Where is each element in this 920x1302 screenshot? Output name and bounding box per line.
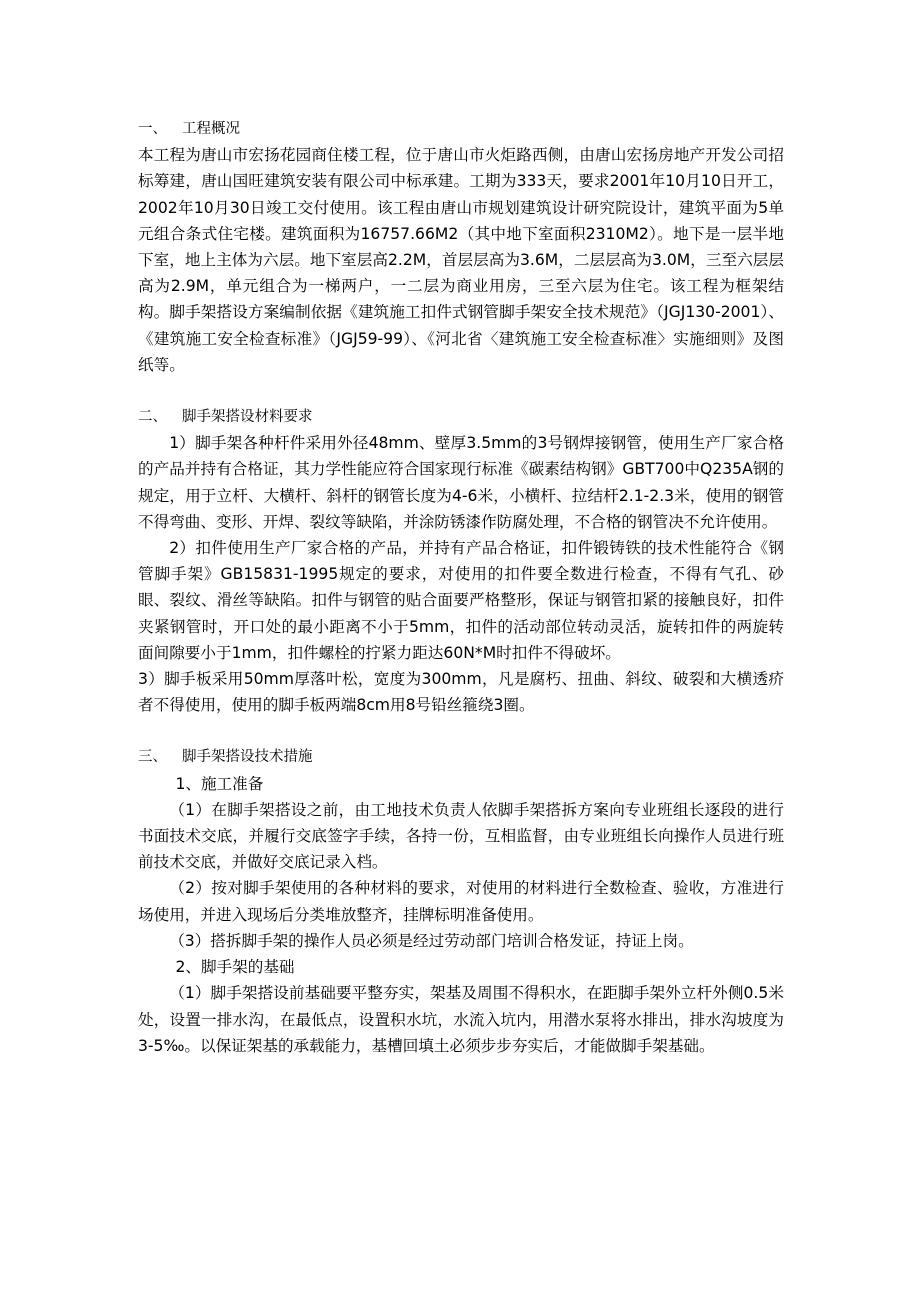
section-1-number: 一、 [138, 121, 167, 137]
section-2-paragraph-3: 3）脚手板采用50mm厚落叶松，宽度为300mm，凡是腐朽、扭曲、斜纹、破裂和大横透疥者不得使用，使用的脚手板两端8cm用8号铅丝箍绕3圈。 [138, 670, 784, 715]
section-3-paragraph-3: （3）搭拆脚手架的操作人员必须是经过劳动部门培训合格发证，持证上岗。 [169, 931, 694, 950]
section-2-number: 二、 [138, 409, 167, 426]
spacer [138, 718, 784, 744]
section-3-number: 三、 [138, 749, 167, 766]
section-2-paragraph-1: 1）脚手架各种杆件采用外径48mm、壁厚3.5mm的3号钢焊接钢管，使用生产厂家合格的产品并持有合格证，其力学性能应符合国家现行标准《碳素结构钢》GBT700中Q235A钢的规定，用于立杆、大横杆、斜杆的钢管长度为4-6米，小横杆、拉结杆2.1-2.3米，使用的钢管不得弯曲、变形、开焊、裂纹等缺陷，并涂防锈漆作防腐处理，不合格的钢管决不允许使用。 [138, 434, 784, 531]
section-1-body: 本工程为唐山市宏扬花园商住楼工程，位于唐山市火炬路西侧，由唐山宏扬房地产开发公司招标筹建，唐山国旺建筑安装有限公司中标承建。工期为333天，要求2001年10月10日开工，2002年10月30日竣工交付使用。该工程由唐山市规划建筑设计研究院设计，建筑平面为5单元组合条式住宅楼。建筑面积为16757.66M2（其中地下室面积2310M2）。地下是一层半地下室，地上主体为六层。地下室层高2.2M，首层层高为3.6M，二层层高为3.0M，三至六层层高为2.9M，单元组合为一梯两户，一二层为商业用房，三至六层为住宅。该工程为框架结构。脚手架搭设方案编制依据《建筑施工扣件式钢管脚手架安全技术规范》（JGJ130-2001）、《建筑施工安全检查标准》（JGJ59-99）、《河北省〈建筑施工安全检查标准〉实施细则》及图纸等。 [138, 146, 784, 374]
section-2-heading [138, 404, 784, 430]
section-1-heading [138, 116, 784, 142]
section-3-paragraph-4: （1）脚手架搭设前基础要平整夯实，架基及周围不得积水，在距脚手架外立杆外侧0.5米处，设置一排水沟，在最低点，设置积水坑，水流入坑内，用潜水泵将水排出，排水沟坡度为3-5‰。以保证架基的承载能力，基槽回填土必须步步夯实后，才能做脚手架基础。 [138, 984, 784, 1055]
section-1-title: 工程概况 [182, 121, 240, 137]
section-3-paragraph-2: （2）按对脚手架使用的各种材料的要求，对使用的材料进行全数检查、验收，方准进行场使用，并进入现场后分类堆放整齐，挂牌标明准备使用。 [138, 879, 784, 924]
section-3-paragraph-1: （1）在脚手架搭设之前，由工地技术负责人依脚手架搭拆方案向专业班组长逐段的进行书面技术交底，并履行交底签字手续，各持一份，互相监督，由专业班组长向操作人员进行班前技术交底，并做好交底记录入档。 [138, 800, 784, 872]
section-2-paragraph-2: 2）扣件使用生产厂家合格的产品，并持有产品合格证，扣件锻铸铁的技术性能符合《钢管脚手架》GB15831-1995规定的要求，对使用的扣件要全数进行检查，不得有气孔、砂眼、裂纹、滑丝等缺陷。扣件与钢管的贴合面要严格整形，保证与钢管扣紧的接触良好，扣件夹紧钢管时，开口处的最小距离不小于5mm，扣件的活动部位转动灵活，旋转扣件的两旋转面间隙要小于1mm，扣件螺栓的拧紧力距达60N*M时扣件不得破坏。 [138, 539, 784, 662]
section-3-title: 脚手架搭设技术措施 [182, 749, 313, 766]
spacer [138, 378, 784, 404]
section-3-heading [138, 744, 784, 770]
document-page [138, 116, 784, 1059]
subsection-2-title: 2、脚手架的基础 [175, 958, 295, 977]
section-2-title: 脚手架搭设材料要求 [182, 409, 313, 426]
subsection-1-title: 1、施工准备 [175, 774, 264, 793]
